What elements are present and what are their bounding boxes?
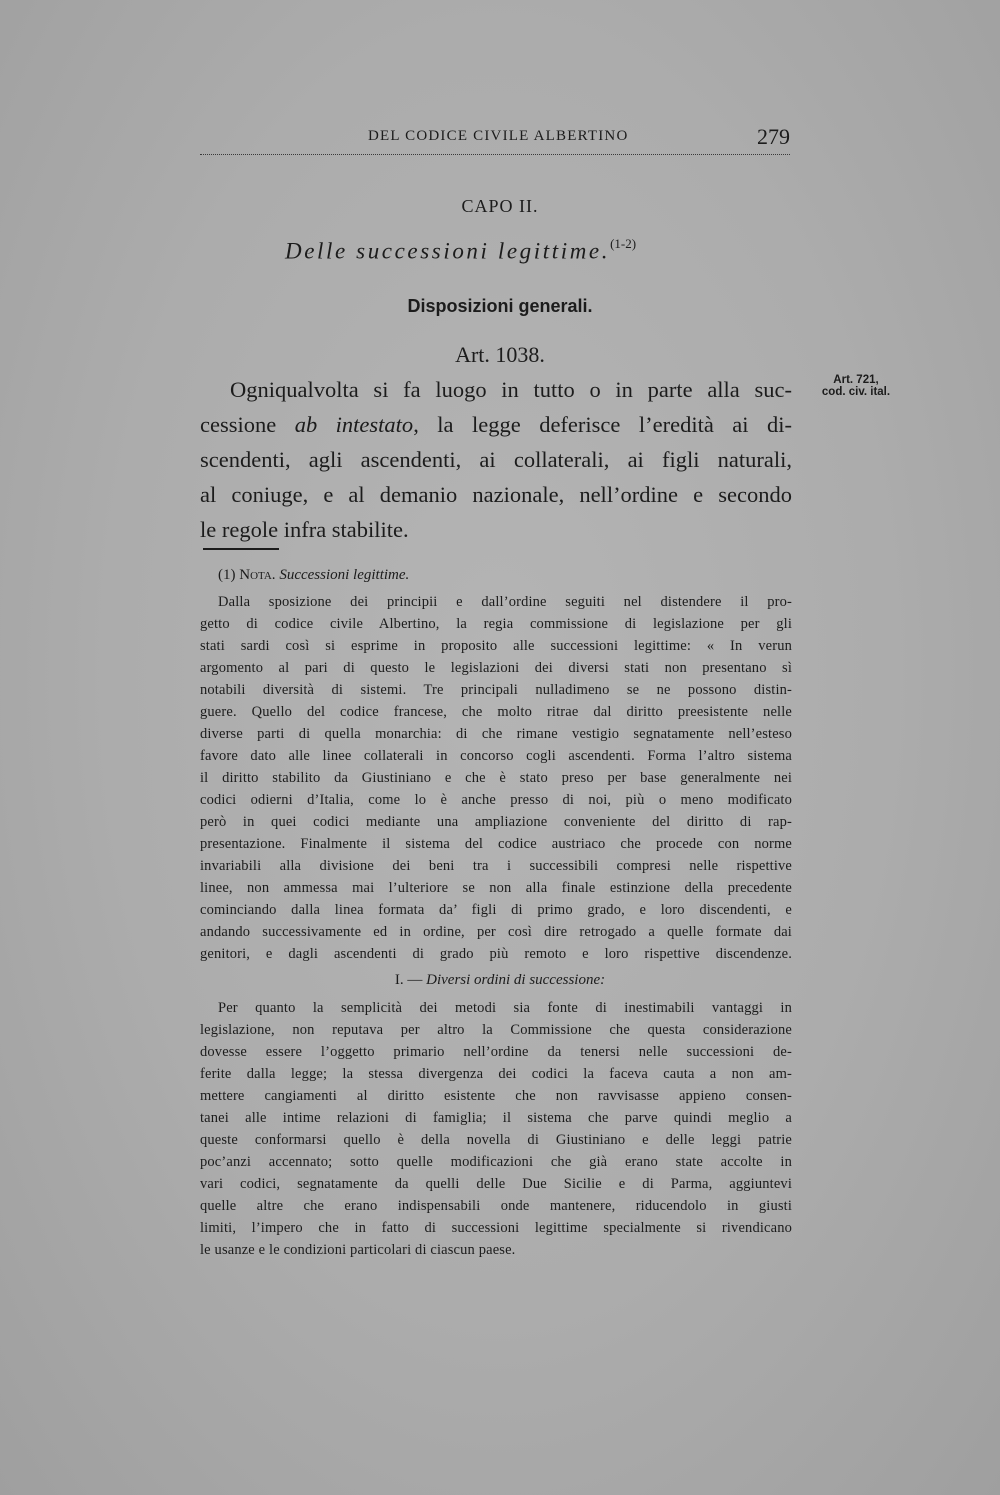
footnote-line: legislazione, non reputava per altro la Commissione che questa considerazione: [200, 1022, 792, 1038]
footnote-line: ferite dalla legge; la stessa divergenza dei codici la faceva cauta a non am-: [200, 1066, 792, 1082]
footnote-line: presentazione. Finalmente il sistema del codice austriaco che procede con norme: [200, 836, 792, 852]
subheading-title: Diversi ordini di successione:: [426, 972, 606, 988]
chapter-heading: CAPO II.: [461, 196, 539, 216]
footnote-line: le usanze e le condizioni particolari di ciascun paese.: [200, 1242, 516, 1258]
subheading-number: I. —: [394, 972, 423, 988]
footnote-line: andando successivamente ed in ordine, per così dire retrogado a quelle formate dai: [200, 924, 792, 940]
footnote-body: [200, 591, 792, 965]
footnote-line: il diritto stabilito da Giustiniano e che è stato preso per base generalmente nei: [200, 770, 792, 786]
section-title-text: Delle successioni legittime.: [285, 238, 611, 264]
footnote-line: cominciando dalla linea formata da’ figli di primo grado, e loro discendenti, e: [200, 902, 792, 918]
section-note-ref: (1-2): [610, 236, 637, 251]
footnote-line: però in quei codici mediante una ampliazione conveniente del diritto di rap-: [200, 814, 792, 830]
footnote-line: favore dato alle linee collaterali in concorso cogli ascendenti. Forma l’altro sistema: [200, 748, 792, 764]
footnote-line: diverse parti di quella monarchia: di che rimane vestigio segnatamente nell’esteso: [200, 726, 792, 742]
footnote-line: quelle altre che erano indispensabili onde mantenere, riducendolo in giusti: [200, 1198, 792, 1214]
footnote-line: codici odierni d’Italia, come lo è anche presso di noi, più o meno modificato: [200, 792, 792, 808]
running-head: [200, 124, 790, 155]
footnote-line: guere. Quello del codice francese, che molto ritrae dal diritto preesistente nelle: [200, 704, 792, 720]
footnote-line: linee, non ammessa mai l’ulteriore se non alla finale estinzione della precedente: [200, 880, 792, 896]
article-line: Ogniqualvolta si fa luogo in tutto o in parte alla suc-: [230, 377, 792, 402]
footnote-line: queste conformarsi quello è della novella di Giustiniano e delle leggi patrie: [200, 1132, 792, 1148]
footnote-line: Dalla sposizione dei principii e dall’ordine seguiti nel distendere il pro-: [218, 594, 792, 610]
article-number: Art. 1038.: [455, 342, 545, 367]
footnote-line: invariabili alla divisione dei beni tra i successibili compresi nelle rispettive: [200, 858, 792, 874]
article-line: cessione ab intestato, la legge deferisce l’eredità ai di-: [200, 412, 792, 437]
footnote-line: limiti, l’impero che in fatto di successioni legittime specialmente si rivendicano: [200, 1220, 792, 1236]
footnote-line: argomento al pari di questo le legislazioni dei diversi stati non presentano sì: [200, 660, 792, 676]
footnote-line: vari codici, segnatamente da quelli delle Due Sicilie e di Parma, aggiuntevi: [200, 1176, 792, 1192]
footnote-line: getto di codice civile Albertino, la regia commissione di legislazione per gli: [200, 616, 792, 632]
running-title: DEL CODICE CIVILE ALBERTINO: [368, 128, 629, 144]
margin-note: [806, 374, 906, 398]
subsection-heading: Disposizioni generali.: [407, 296, 593, 316]
footnote-line: mettere cangiamenti al diritto esistente che non ravvisasse appieno consen-: [200, 1088, 792, 1104]
page-number: 279: [757, 124, 790, 149]
footnote-line: Per quanto la semplicità dei metodi sia fonte di inestimabili vantaggi in: [218, 1000, 792, 1016]
footnote-label: Nota.: [239, 567, 276, 583]
footnote-line: notabili diversità di sistemi. Tre principali nulladimeno se ne possono distin-: [200, 682, 792, 698]
footnote-subheading: [0, 972, 1000, 989]
footnote-line: genitori, e dagli ascendenti di grado più remoto e loro rispettive discendenze.: [200, 946, 792, 962]
article-line: scendenti, agli ascendenti, ai collaterali, ai figli naturali,: [200, 447, 792, 472]
footnote-line: tanei alle intime relazioni di famiglia; il sistema che parve quindi meglio a: [200, 1110, 792, 1126]
footnote-heading: [218, 567, 409, 584]
footnote-title: Successioni legittime.: [279, 567, 410, 583]
footnote-line: dovesse essere l’oggetto primario nell’ordine da tenersi nelle successioni de-: [200, 1044, 792, 1060]
article-line: le regole infra stabilite.: [200, 517, 409, 542]
margin-note-line: Art. 721,: [833, 374, 879, 386]
article-line: al coniuge, e al demanio nazionale, nell’ordine e secondo: [200, 482, 792, 507]
margin-note-line: cod. civ. ital.: [821, 386, 891, 398]
section-title: [285, 238, 636, 265]
article-body: [200, 372, 792, 547]
footnote-rule: [203, 548, 279, 550]
footnote-line: stati sardi così si esprime in proposito alle successioni legittime: « In verun: [200, 638, 792, 654]
footnote-body-continued: [200, 997, 792, 1261]
footnote-line: poc’anzi accennato; sotto quelle modificazioni che già erano state accolte in: [200, 1154, 792, 1170]
footnote-number: (1): [218, 567, 236, 583]
